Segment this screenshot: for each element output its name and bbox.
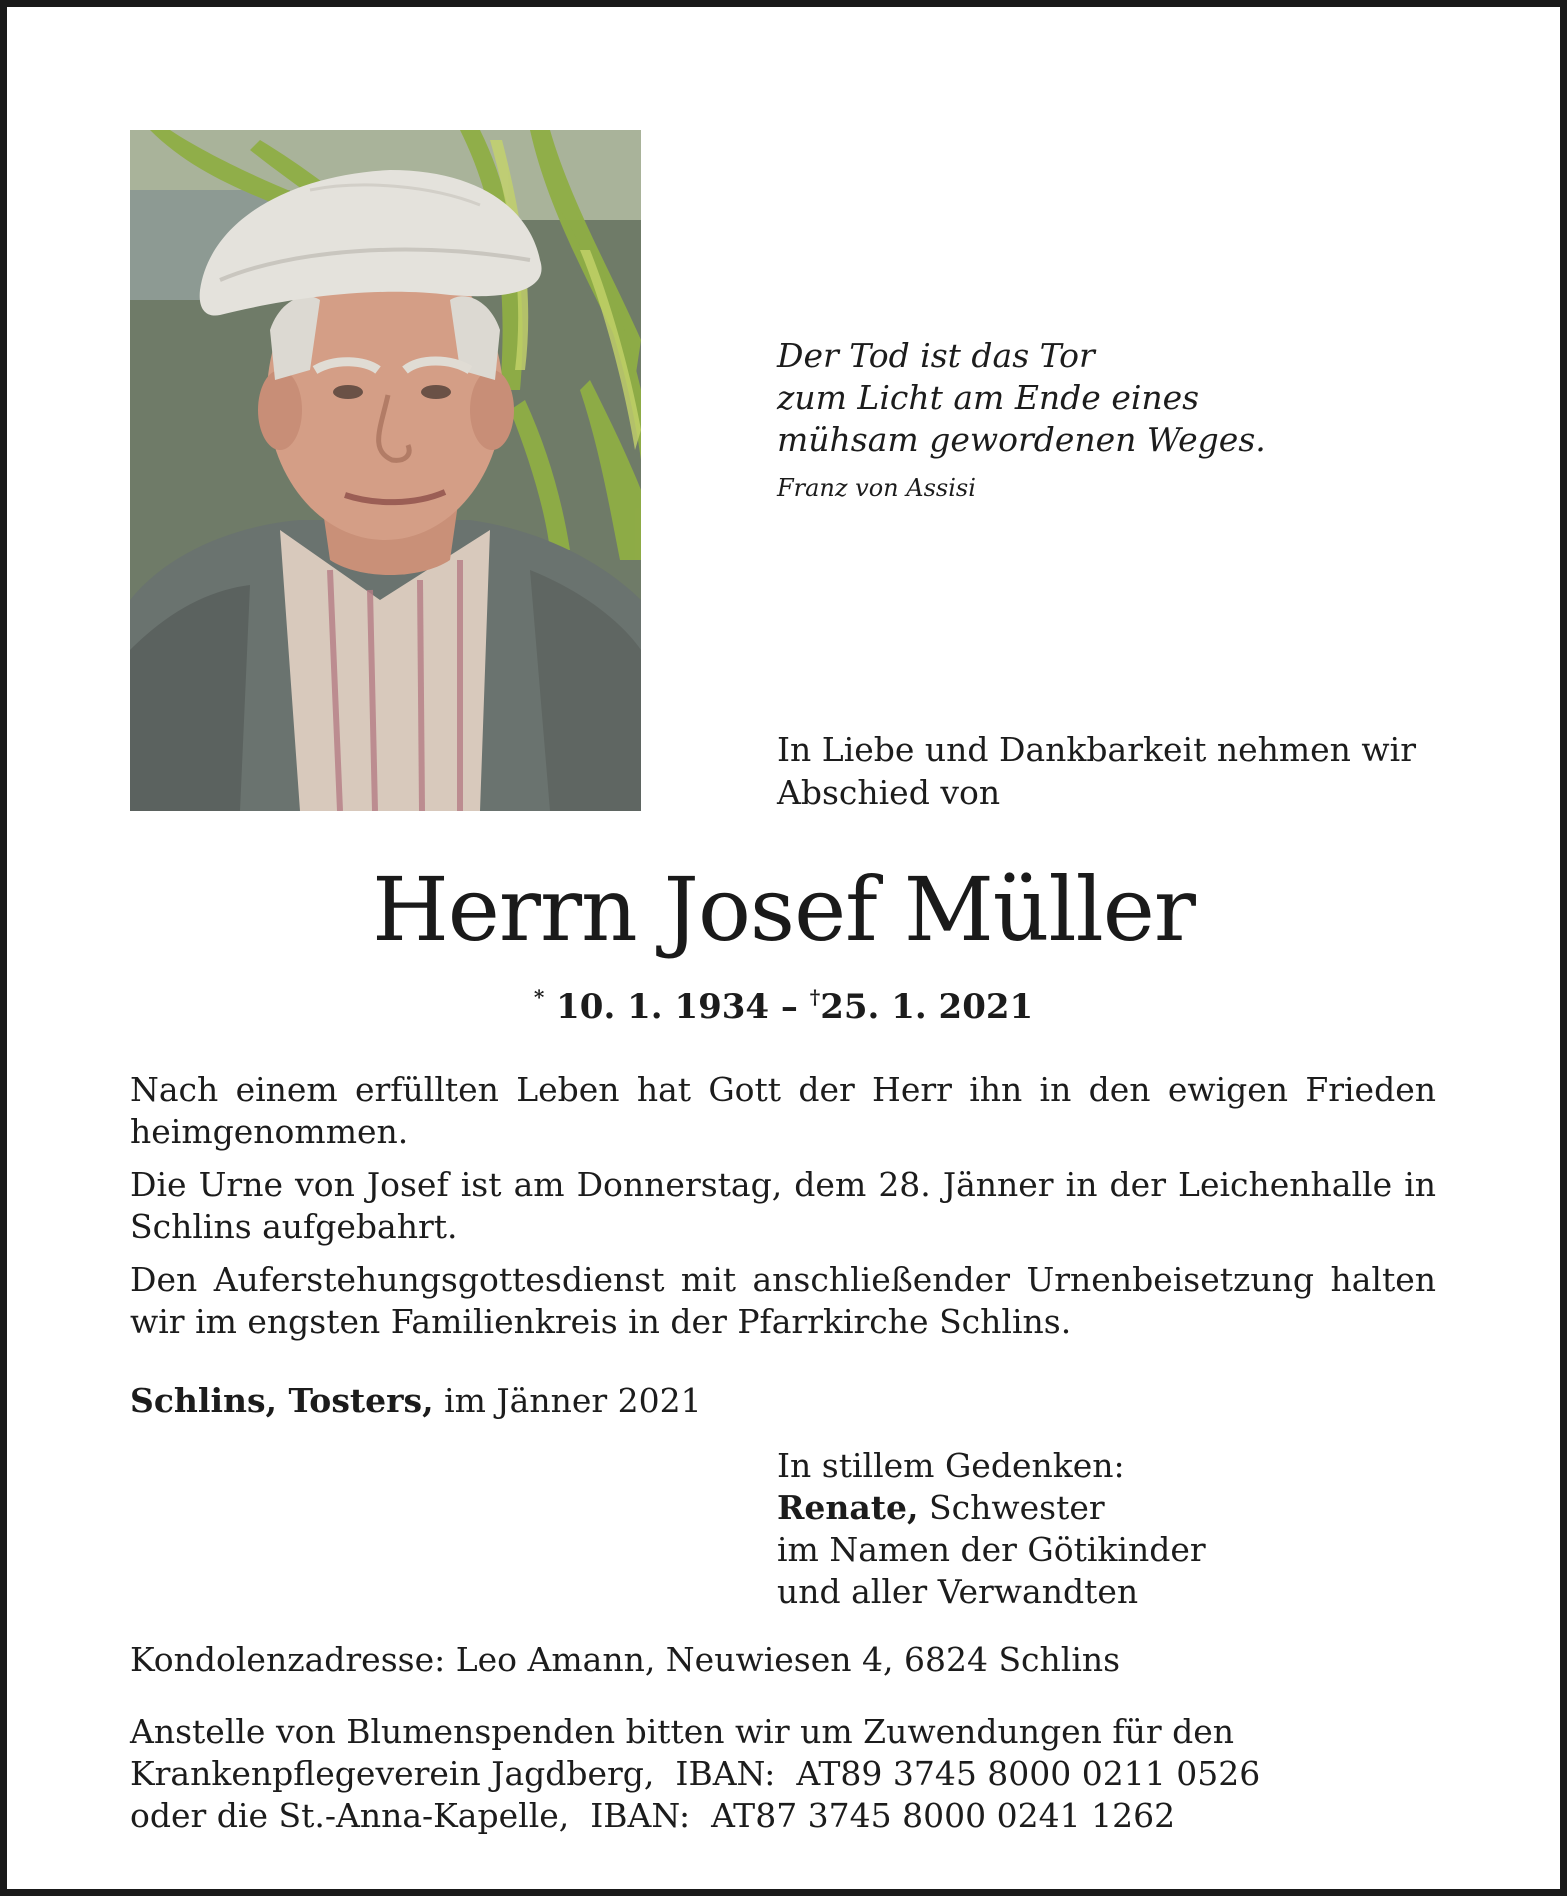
intro-text bbox=[777, 728, 1416, 814]
memory-line: im Namen der Götikinder bbox=[777, 1530, 1206, 1569]
body-paragraph: Die Urne von Josef ist am Donnerstag, dem 28. Jänner in der Leichenhalle in Schlins aufgebahrt. bbox=[130, 1165, 1436, 1246]
date-text: im Jänner 2021 bbox=[444, 1381, 702, 1420]
quote-author: Franz von Assisi bbox=[777, 474, 976, 502]
death-symbol: † bbox=[809, 985, 821, 1009]
donation-line: oder die St.-Anna-Kapelle, IBAN: AT87 3745 8000 0241 1262 bbox=[130, 1796, 1176, 1835]
memory-heading: In stillem Gedenken: bbox=[777, 1446, 1125, 1485]
portrait-photo bbox=[130, 130, 641, 811]
intro-line: Abschied von bbox=[777, 773, 1001, 812]
birth-symbol: * bbox=[533, 985, 545, 1009]
donation-line: Krankenpflegeverein Jagdberg, IBAN: AT89 3745 8000 0211 0526 bbox=[130, 1754, 1261, 1793]
date-separator: – bbox=[780, 987, 798, 1027]
places: Schlins, Tosters, bbox=[130, 1381, 434, 1420]
condolence-address: Kondolenzadresse: Leo Amann, Neuwiesen 4, 6824 Schlins bbox=[130, 1640, 1121, 1679]
intro-line: In Liebe und Dankbarkeit nehmen wir bbox=[777, 730, 1417, 769]
mourner-line bbox=[777, 1487, 1206, 1529]
memory-line: und aller Verwandten bbox=[777, 1572, 1139, 1611]
quote-line: Der Tod ist das Tor bbox=[777, 336, 1095, 375]
death-date: 25. 1. 2021 bbox=[820, 987, 1034, 1027]
mourners-block bbox=[777, 1445, 1206, 1613]
quote-line: mühsam gewordenen Weges. bbox=[777, 420, 1266, 459]
deceased-name: Herrn Josef Müller bbox=[372, 858, 1195, 961]
quote-line: zum Licht am Ende eines bbox=[777, 378, 1200, 417]
life-dates bbox=[0, 985, 1567, 1027]
birth-date: 10. 1. 1934 bbox=[556, 987, 770, 1027]
quote bbox=[777, 335, 1266, 461]
body-paragraph: Nach einem erfüllten Leben hat Gott der Herr ihn in den ewigen Frieden heimgenommen. bbox=[130, 1070, 1436, 1151]
donation-note bbox=[130, 1711, 1260, 1837]
mourner-name: Renate, bbox=[777, 1488, 919, 1527]
body-paragraph: Den Auferstehungsgottesdienst mit anschließender Urnenbeisetzung halten wir im engsten Familienkreis in der Pfarrkirche Schlins. bbox=[130, 1260, 1436, 1341]
mourner-relation: Schwester bbox=[929, 1488, 1105, 1527]
place-date bbox=[130, 1381, 702, 1420]
donation-line: Anstelle von Blumenspenden bitten wir um Zuwendungen für den bbox=[130, 1712, 1235, 1751]
